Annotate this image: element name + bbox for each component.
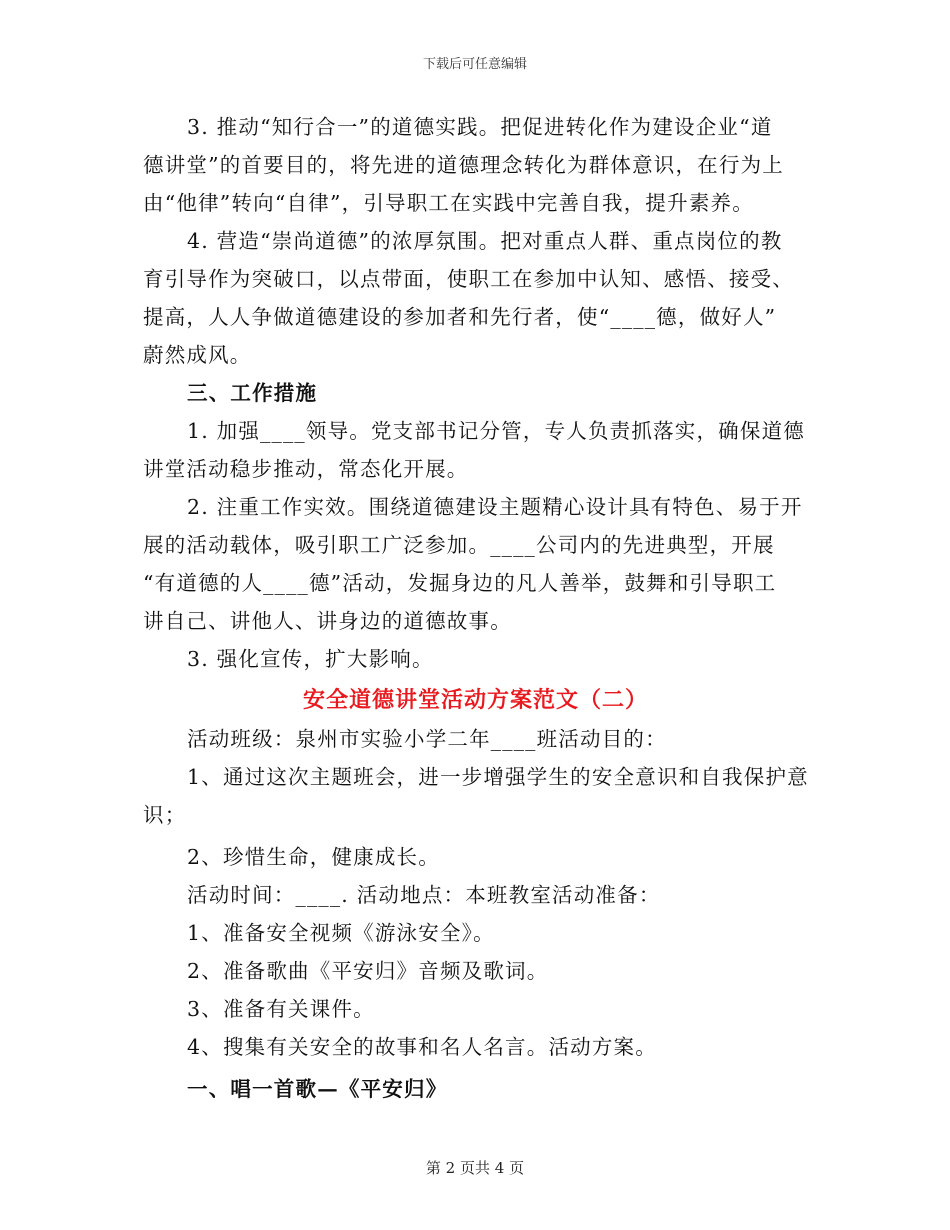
paragraph-4-line-2: 育引导作为突破口，以点带面，使职工在参加中认知、感悟、接受、 [143, 267, 794, 291]
prep-2-line: 2、准备歌曲《平安归》音频及歌词。 [187, 959, 549, 983]
activity-time-line: 活动时间：____. 活动地点：本班教室活动准备： [187, 883, 661, 907]
measure-2-line-1: 2. 注重工作实效。围绕道德建设主题精心设计具有特色、易于开 [187, 495, 803, 519]
document-body [143, 108, 808, 1108]
purpose-1-line-2: 识； [143, 803, 187, 827]
activity-class-line: 活动班级：泉州市实验小学二年____班活动目的： [187, 727, 667, 751]
prep-4-line: 4、搜集有关安全的故事和名人名言。活动方案。 [187, 1035, 657, 1059]
measure-2-line-2: 展的活动载体，吸引职工广泛参加。____公司内的先进典型，开展 [143, 533, 775, 557]
section-heading-song: 一、唱一首歌—《平安归》 [187, 1077, 448, 1101]
page-header: 下载后可任意编辑 [422, 57, 527, 72]
measure-2-line-4: 讲自己、讲他人、讲身边的道德故事。 [143, 609, 512, 633]
paragraph-3-line-3: 由“他律”转向“自律”，引导职工在实践中完善自我，提升素养。 [143, 191, 754, 215]
measure-2-line-3: “有道德的人____德”活动，发掘身边的凡人善举，鼓舞和引导职工 [143, 571, 777, 595]
paragraph-4-line-4: 蔚然成风。 [143, 343, 252, 367]
prep-3-line: 3、准备有关课件。 [187, 997, 375, 1021]
purpose-2-line: 2、珍惜生命，健康成长。 [187, 845, 440, 869]
measure-1-line-2: 讲堂活动稳步推动，常态化开展。 [143, 457, 469, 481]
page-footer: 第 2 页共 4 页 [425, 1159, 525, 1177]
purpose-1-line-1: 1、通过这次主题班会，进一步增强学生的安全意识和自我保护意 [187, 765, 809, 789]
paragraph-3-line-2: 德讲堂”的首要目的，将先进的道德理念转化为群体意识，在行为上 [143, 153, 784, 177]
section-title: 安全道德讲堂活动方案范文（二） [302, 687, 648, 713]
paragraph-4-line-1: 4. 营造“崇尚道德”的浓厚氛围。把对重点人群、重点岗位的教 [187, 229, 783, 253]
prep-1-line: 1、准备安全视频《游泳安全》。 [187, 921, 495, 945]
paragraph-3-line-1: 3. 推动“知行合一”的道德实践。把促进转化作为建设企业“道 [187, 115, 773, 139]
measure-1-line-1: 1. 加强____领导。党支部书记分管，专人负责抓落实，确保道德 [187, 419, 805, 443]
section-heading-measures: 三、工作措施 [187, 381, 318, 405]
paragraph-4-line-3: 提高，人人争做道德建设的参加者和先行者，使“____德，做好人” [143, 305, 777, 329]
measure-3-line-1: 3. 强化宣传，扩大影响。 [187, 647, 434, 671]
